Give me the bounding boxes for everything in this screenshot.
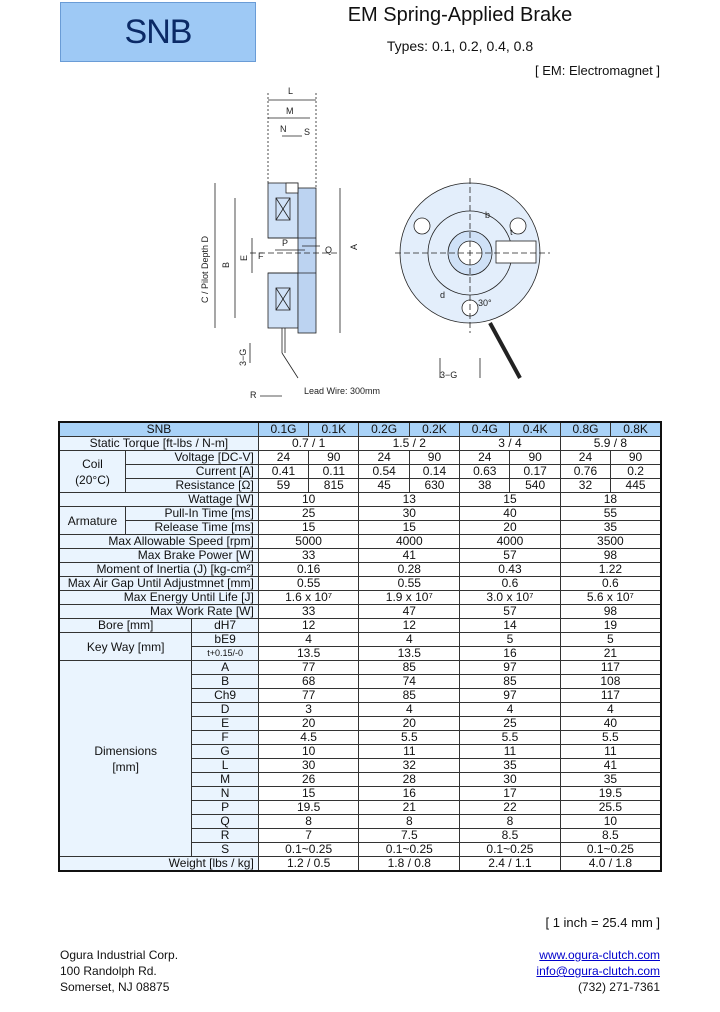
table-cell: 33 bbox=[258, 549, 359, 563]
side-view-labels bbox=[200, 86, 380, 400]
types-subtitle: Types: 0.1, 0.2, 0.4, 0.8 bbox=[386, 38, 534, 54]
row-sublabel: A bbox=[192, 661, 258, 675]
table-cell: 85 bbox=[359, 661, 460, 675]
table-cell: 4 bbox=[560, 703, 661, 717]
row-sublabel: dH7 bbox=[192, 619, 258, 633]
row-label-keyway: Key Way [mm] bbox=[59, 633, 192, 661]
table-cell: 59 bbox=[258, 479, 308, 493]
website-link[interactable]: www.ogura-clutch.com bbox=[539, 948, 660, 962]
table-cell: 0.1~0.25 bbox=[560, 843, 661, 857]
dim-label-M: M bbox=[286, 106, 294, 116]
table-cell: 40 bbox=[460, 507, 561, 521]
table-cell: 18 bbox=[560, 493, 661, 507]
em-note: [ EM: Electromagnet ] bbox=[535, 63, 660, 78]
table-row bbox=[59, 465, 661, 479]
table-cell: 10 bbox=[560, 815, 661, 829]
table-cell: 15 bbox=[460, 493, 561, 507]
table-cell: 0.14 bbox=[409, 465, 459, 479]
company-address bbox=[60, 947, 178, 995]
table-cell: 21 bbox=[359, 801, 460, 815]
table-row bbox=[59, 493, 661, 507]
table-cell: 32 bbox=[359, 759, 460, 773]
group-label-dimensions bbox=[59, 661, 192, 857]
table-cell: 0.28 bbox=[359, 563, 460, 577]
table-cell: 13 bbox=[359, 493, 460, 507]
table-row bbox=[59, 605, 661, 619]
table-cell: 0.54 bbox=[359, 465, 409, 479]
row-label-current: Current [A] bbox=[125, 465, 258, 479]
table-cell: 10 bbox=[258, 745, 359, 759]
group-label-coil bbox=[59, 451, 125, 493]
table-cell: 117 bbox=[560, 661, 661, 675]
col-header: 0.8G bbox=[560, 422, 610, 437]
email-link[interactable]: info@ogura-clutch.com bbox=[536, 964, 660, 978]
table-cell: 815 bbox=[309, 479, 359, 493]
table-cell: 0.6 bbox=[460, 577, 561, 591]
table-cell: 26 bbox=[258, 773, 359, 787]
row-sublabel: S bbox=[192, 843, 258, 857]
header-label: SNB bbox=[59, 422, 258, 437]
row-sublabel: L bbox=[192, 759, 258, 773]
row-sublabel: D bbox=[192, 703, 258, 717]
table-cell: 5 bbox=[560, 633, 661, 647]
table-cell: 13.5 bbox=[359, 647, 460, 661]
table-cell: 2.4 / 1.1 bbox=[460, 857, 561, 872]
table-cell: 0.2 bbox=[611, 465, 661, 479]
front-view bbox=[395, 178, 550, 378]
table-cell: 33 bbox=[258, 605, 359, 619]
table-cell: 85 bbox=[359, 689, 460, 703]
table-cell: 0.41 bbox=[258, 465, 308, 479]
table-row bbox=[59, 633, 661, 647]
page-title: EM Spring-Applied Brake bbox=[347, 4, 573, 26]
model-badge bbox=[60, 2, 256, 62]
table-cell: 5.6 x 10⁷ bbox=[560, 591, 661, 605]
table-cell: 630 bbox=[409, 479, 459, 493]
table-cell: 16 bbox=[460, 647, 561, 661]
row-label-max-power: Max Brake Power [W] bbox=[59, 549, 258, 563]
table-cell: 5 bbox=[460, 633, 561, 647]
dim-label-C: C / Pilot Depth D bbox=[200, 235, 210, 303]
table-cell: 8 bbox=[359, 815, 460, 829]
table-cell: 5.5 bbox=[460, 731, 561, 745]
row-sublabel: bE9 bbox=[192, 633, 258, 647]
table-cell: 7 bbox=[258, 829, 359, 843]
table-cell: 4 bbox=[359, 633, 460, 647]
row-label-inertia: Moment of Inertia (J) [kg-cm²] bbox=[59, 563, 258, 577]
phone-number: (732) 271-7361 bbox=[577, 980, 660, 994]
row-sublabel: R bbox=[192, 829, 258, 843]
table-cell: 11 bbox=[460, 745, 561, 759]
dim-label-R: R bbox=[250, 390, 257, 400]
table-cell: 13.5 bbox=[258, 647, 359, 661]
table-cell: 20 bbox=[258, 717, 359, 731]
row-sublabel: Ch9 bbox=[192, 689, 258, 703]
table-row bbox=[59, 521, 661, 535]
dim-label-L: L bbox=[288, 86, 294, 96]
row-sublabel: t+0.15/-0 bbox=[192, 647, 258, 661]
table-cell: 22 bbox=[460, 801, 561, 815]
coil-temp-label: (20°C) bbox=[75, 472, 110, 487]
table-cell: 11 bbox=[560, 745, 661, 759]
table-cell: 0.1~0.25 bbox=[460, 843, 561, 857]
unit-conversion-note: [ 1 inch = 25.4 mm ] bbox=[545, 915, 660, 930]
table-row bbox=[59, 451, 661, 465]
table-cell: 57 bbox=[460, 605, 561, 619]
table-cell: 0.1~0.25 bbox=[359, 843, 460, 857]
table-cell: 4 bbox=[359, 703, 460, 717]
table-cell: 4.5 bbox=[258, 731, 359, 745]
dimensions-label: Dimensions bbox=[94, 743, 158, 758]
table-row bbox=[59, 577, 661, 591]
city-address: Somerset, NJ 08875 bbox=[60, 980, 170, 994]
table-cell: 15 bbox=[258, 521, 359, 535]
table-row bbox=[59, 563, 661, 577]
table-cell: 41 bbox=[560, 759, 661, 773]
table-header-row bbox=[59, 422, 661, 437]
dim-label-E: E bbox=[239, 254, 249, 261]
table-cell: 19.5 bbox=[560, 787, 661, 801]
table-cell: 3 / 4 bbox=[460, 437, 561, 451]
col-header: 0.4K bbox=[510, 422, 560, 437]
row-label-bore: Bore [mm] bbox=[59, 619, 192, 633]
side-view bbox=[215, 93, 340, 396]
dim-label-F: F bbox=[258, 251, 264, 261]
table-cell: 19.5 bbox=[258, 801, 359, 815]
dim-label-G-front: 3−G bbox=[440, 370, 458, 380]
table-cell: 3500 bbox=[560, 535, 661, 549]
table-cell: 97 bbox=[460, 689, 561, 703]
dim-label-Q: Q bbox=[325, 245, 333, 255]
table-cell: 45 bbox=[359, 479, 409, 493]
table-cell: 15 bbox=[258, 787, 359, 801]
table-cell: 35 bbox=[560, 773, 661, 787]
table-cell: 1.9 x 10⁷ bbox=[359, 591, 460, 605]
table-row bbox=[59, 591, 661, 605]
table-row bbox=[59, 619, 661, 633]
dim-label-A: A bbox=[349, 243, 359, 250]
table-cell: 47 bbox=[359, 605, 460, 619]
row-label-work-rate: Max Work Rate [W] bbox=[59, 605, 258, 619]
table-cell: 0.7 / 1 bbox=[258, 437, 359, 451]
table-cell: 1.8 / 0.8 bbox=[359, 857, 460, 872]
row-sublabel: P bbox=[192, 801, 258, 815]
table-cell: 24 bbox=[460, 451, 510, 465]
table-cell: 90 bbox=[309, 451, 359, 465]
table-cell: 0.1~0.25 bbox=[258, 843, 359, 857]
dimensions-unit-label: [mm] bbox=[112, 759, 140, 774]
table-cell: 5.5 bbox=[560, 731, 661, 745]
table-row bbox=[59, 507, 661, 521]
table-row bbox=[59, 535, 661, 549]
dim-label-S: S bbox=[304, 127, 311, 137]
col-header: 0.2K bbox=[409, 422, 459, 437]
model-name: SNB bbox=[124, 12, 192, 51]
row-label-resistance: Resistance [Ω] bbox=[125, 479, 258, 493]
table-row bbox=[59, 479, 661, 493]
table-cell: 108 bbox=[560, 675, 661, 689]
table-cell: 24 bbox=[560, 451, 610, 465]
dim-label-G-side: 3−G bbox=[238, 348, 248, 366]
table-row bbox=[59, 437, 661, 451]
table-cell: 1.5 / 2 bbox=[359, 437, 460, 451]
table-cell: 4 bbox=[460, 703, 561, 717]
table-cell: 25.5 bbox=[560, 801, 661, 815]
table-row bbox=[59, 549, 661, 563]
col-header: 0.8K bbox=[611, 422, 661, 437]
table-cell: 68 bbox=[258, 675, 359, 689]
table-cell: 98 bbox=[560, 549, 661, 563]
table-cell: 1.2 / 0.5 bbox=[258, 857, 359, 872]
table-cell: 10 bbox=[258, 493, 359, 507]
table-cell: 1.6 x 10⁷ bbox=[258, 591, 359, 605]
company-name: Ogura Industrial Corp. bbox=[60, 948, 179, 962]
table-cell: 4 bbox=[258, 633, 359, 647]
row-label-static-torque: Static Torque [ft-lbs / N-m] bbox=[59, 437, 258, 451]
row-label-energy: Max Energy Until Life [J] bbox=[59, 591, 258, 605]
table-cell: 540 bbox=[510, 479, 560, 493]
table-cell: 57 bbox=[460, 549, 561, 563]
table-cell: 4000 bbox=[460, 535, 561, 549]
table-cell: 30 bbox=[460, 773, 561, 787]
table-cell: 5.9 / 8 bbox=[560, 437, 661, 451]
table-row bbox=[59, 661, 661, 675]
table-cell: 32 bbox=[560, 479, 610, 493]
table-cell: 24 bbox=[359, 451, 409, 465]
table-cell: 8.5 bbox=[460, 829, 561, 843]
table-cell: 11 bbox=[359, 745, 460, 759]
table-cell: 77 bbox=[258, 689, 359, 703]
table-cell: 0.11 bbox=[309, 465, 359, 479]
dimensions-body bbox=[59, 661, 661, 857]
row-label-max-speed: Max Allowable Speed [rpm] bbox=[59, 535, 258, 549]
coil-label: Coil bbox=[82, 456, 103, 471]
row-label-voltage: Voltage [DC-V] bbox=[125, 451, 258, 465]
table-cell: 20 bbox=[359, 717, 460, 731]
group-label-armature: Armature bbox=[59, 507, 125, 535]
table-cell: 90 bbox=[510, 451, 560, 465]
row-sublabel: N bbox=[192, 787, 258, 801]
table-cell: 20 bbox=[460, 521, 561, 535]
table-cell: 8 bbox=[460, 815, 561, 829]
row-sublabel: G bbox=[192, 745, 258, 759]
table-cell: 41 bbox=[359, 549, 460, 563]
table-cell: 12 bbox=[359, 619, 460, 633]
table-cell: 24 bbox=[258, 451, 308, 465]
table-cell: 1.22 bbox=[560, 563, 661, 577]
table-cell: 90 bbox=[611, 451, 661, 465]
brake-drawing bbox=[190, 78, 570, 408]
table-cell: 55 bbox=[560, 507, 661, 521]
row-label-wattage: Wattage [W] bbox=[59, 493, 258, 507]
dim-label-P: P bbox=[282, 238, 289, 248]
dim-label-t: t bbox=[510, 227, 513, 237]
col-header: 0.1K bbox=[309, 422, 359, 437]
table-cell: 12 bbox=[258, 619, 359, 633]
table-cell: 16 bbox=[359, 787, 460, 801]
table-cell: 14 bbox=[460, 619, 561, 633]
table-cell: 98 bbox=[560, 605, 661, 619]
table-cell: 3 bbox=[258, 703, 359, 717]
table-cell: 25 bbox=[258, 507, 359, 521]
table-cell: 30 bbox=[359, 507, 460, 521]
table-cell: 0.16 bbox=[258, 563, 359, 577]
row-label-pullin: Pull-In Time [ms] bbox=[125, 507, 258, 521]
col-header: 0.1G bbox=[258, 422, 308, 437]
dim-label-b: b bbox=[485, 210, 491, 220]
row-sublabel: M bbox=[192, 773, 258, 787]
table-cell: 8.5 bbox=[560, 829, 661, 843]
table-cell: 30 bbox=[258, 759, 359, 773]
table-cell: 21 bbox=[560, 647, 661, 661]
table-cell: 38 bbox=[460, 479, 510, 493]
row-label-release: Release Time [ms] bbox=[125, 521, 258, 535]
table-cell: 90 bbox=[409, 451, 459, 465]
table-cell: 5000 bbox=[258, 535, 359, 549]
col-header: 0.2G bbox=[359, 422, 409, 437]
row-sublabel: B bbox=[192, 675, 258, 689]
table-cell: 4.0 / 1.8 bbox=[560, 857, 661, 872]
dim-label-N: N bbox=[280, 124, 287, 134]
table-cell: 15 bbox=[359, 521, 460, 535]
row-sublabel: Q bbox=[192, 815, 258, 829]
table-cell: 19 bbox=[560, 619, 661, 633]
table-cell: 74 bbox=[359, 675, 460, 689]
lead-wire-label: Lead Wire: 300mm bbox=[304, 386, 381, 396]
table-cell: 4000 bbox=[359, 535, 460, 549]
table-cell: 40 bbox=[560, 717, 661, 731]
table-cell: 77 bbox=[258, 661, 359, 675]
table-cell: 35 bbox=[560, 521, 661, 535]
table-cell: 0.6 bbox=[560, 577, 661, 591]
street-address: 100 Randolph Rd. bbox=[60, 964, 157, 978]
table-cell: 0.55 bbox=[258, 577, 359, 591]
table-cell: 445 bbox=[611, 479, 661, 493]
table-cell: 35 bbox=[460, 759, 561, 773]
col-header: 0.4G bbox=[460, 422, 510, 437]
table-cell: 97 bbox=[460, 661, 561, 675]
dim-label-d: d bbox=[440, 290, 446, 300]
row-sublabel: E bbox=[192, 717, 258, 731]
table-cell: 3.0 x 10⁷ bbox=[460, 591, 561, 605]
table-cell: 117 bbox=[560, 689, 661, 703]
row-label-air-gap: Max Air Gap Until Adjustmnet [mm] bbox=[59, 577, 258, 591]
row-label-weight: Weight [lbs / kg] bbox=[59, 857, 258, 872]
table-cell: 0.63 bbox=[460, 465, 510, 479]
table-cell: 8 bbox=[258, 815, 359, 829]
company-contact bbox=[536, 947, 660, 995]
table-cell: 0.43 bbox=[460, 563, 561, 577]
dim-label-angle: 30° bbox=[478, 298, 492, 308]
table-cell: 0.76 bbox=[560, 465, 610, 479]
dim-label-B: B bbox=[221, 261, 231, 268]
table-cell: 5.5 bbox=[359, 731, 460, 745]
table-cell: 17 bbox=[460, 787, 561, 801]
spec-table bbox=[58, 421, 662, 872]
table-row bbox=[59, 857, 661, 872]
table-cell: 7.5 bbox=[359, 829, 460, 843]
table-cell: 25 bbox=[460, 717, 561, 731]
table-cell: 85 bbox=[460, 675, 561, 689]
table-cell: 0.17 bbox=[510, 465, 560, 479]
table-cell: 0.55 bbox=[359, 577, 460, 591]
row-sublabel: F bbox=[192, 731, 258, 745]
table-cell: 28 bbox=[359, 773, 460, 787]
